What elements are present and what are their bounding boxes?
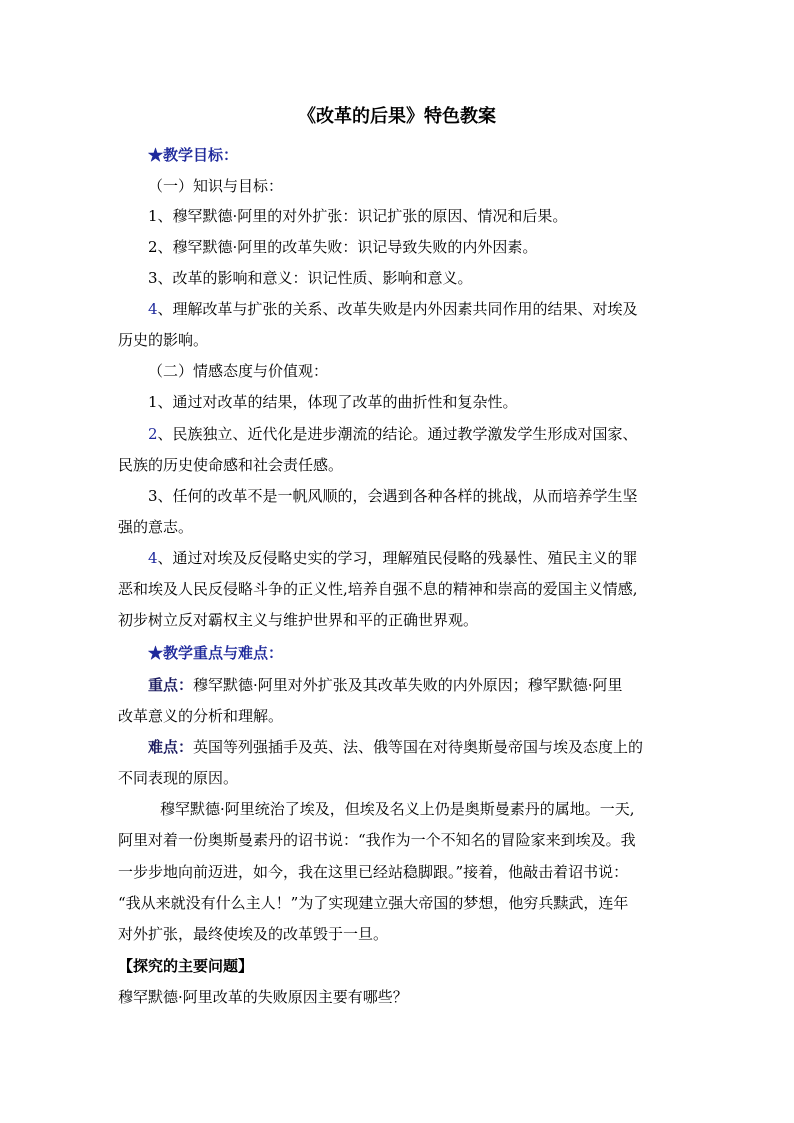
knowledge-item-3: 3、改革的影响和意义：识记性质、影响和意义。 — [148, 269, 473, 287]
focus-point-cont: 改革意义的分析和理解。 — [118, 707, 284, 725]
story-line-1: 穆罕默德·阿里统治了埃及，但埃及名义上仍是奥斯曼素丹的属地。一天, — [160, 800, 635, 818]
attitude-item-4-cont-1: 恶和埃及人民反侵略斗争的正义性,培养自强不息的精神和崇高的爱国主义情感, — [118, 580, 638, 598]
focus-label: 重点： — [148, 676, 194, 694]
attitude-heading: （二）情感态度与价值观： — [148, 362, 329, 380]
attitude-item-4-cont-2: 初步树立反对霸权主义与维护世界和平的正确世界观。 — [118, 611, 479, 629]
difficulty-label: 难点： — [148, 738, 194, 756]
knowledge-item-4-number: 4 — [148, 300, 158, 318]
knowledge-item-1: 1、穆罕默德·阿里的对外扩张：识记扩张的原因、情况和后果。 — [148, 207, 568, 225]
story-line-4: “我从来就没有什么主人！”为了实现建立强大帝国的梦想，他穷兵黩武，连年 — [118, 894, 629, 912]
page-title: 《改革的后果》特色教案 — [298, 106, 496, 127]
story-line-2: 阿里对着一份奥斯曼素丹的诏书说：“我作为一个不知名的冒险家来到埃及。我 — [118, 831, 636, 849]
attitude-item-3: 3、任何的改革不是一帆风顺的，会遇到各种各样的挑战，从而培养学生坚 — [148, 487, 638, 505]
story-line-5: 对外扩张，最终使埃及的改革毁于一旦。 — [118, 925, 389, 943]
focus-text: 穆罕默德·阿里对外扩张及其改革失败的内外原因；穆罕默德·阿里 — [193, 676, 623, 694]
focus-point — [148, 675, 623, 695]
story-line-3: 一步步地向前迈进，如今，我在这里已经站稳脚跟。”接着，他敲击着诏书说： — [118, 863, 629, 881]
attitude-item-4-number: 4 — [148, 549, 158, 567]
attitude-item-4-text: 、通过对埃及反侵略史实的学习，理解殖民侵略的残暴性、殖民主义的罪 — [157, 549, 638, 567]
knowledge-item-4-text: 、理解改革与扩张的关系、改革失败是内外因素共同作用的结果、对埃及 — [157, 300, 638, 318]
attitude-item-4 — [148, 548, 638, 568]
objectives-heading: ★教学目标： — [148, 146, 239, 164]
attitude-item-3-cont: 强的意志。 — [118, 518, 194, 536]
difficulty-point-cont: 不同表现的原因。 — [118, 769, 239, 787]
knowledge-item-4-cont: 历史的影响。 — [118, 331, 209, 349]
attitude-item-2-text: 、民族独立、近代化是进步潮流的结论。通过教学激发学生形成对国家、 — [157, 425, 638, 443]
inquiry-heading: 【探究的主要问题】 — [118, 957, 254, 975]
attitude-item-1: 1、通过对改革的结果，体现了改革的曲折性和复杂性。 — [148, 393, 518, 411]
attitude-item-2 — [148, 424, 638, 444]
knowledge-item-2: 2、穆罕默德·阿里的改革失败：识记导致失败的内外因素。 — [148, 238, 538, 256]
key-points-heading: ★教学重点与难点： — [148, 644, 284, 662]
inquiry-question: 穆罕默德·阿里改革的失败原因主要有哪些？ — [118, 988, 408, 1006]
knowledge-item-4 — [148, 299, 638, 319]
difficulty-text: 英国等列强插手及英、法、俄等国在对待奥斯曼帝国与埃及态度上的 — [193, 738, 644, 756]
difficulty-point — [148, 737, 643, 757]
attitude-item-2-cont: 民族的历史使命感和社会责任感。 — [118, 456, 344, 474]
knowledge-heading: （一）知识与目标： — [148, 177, 284, 195]
attitude-item-2-number: 2 — [148, 425, 158, 443]
